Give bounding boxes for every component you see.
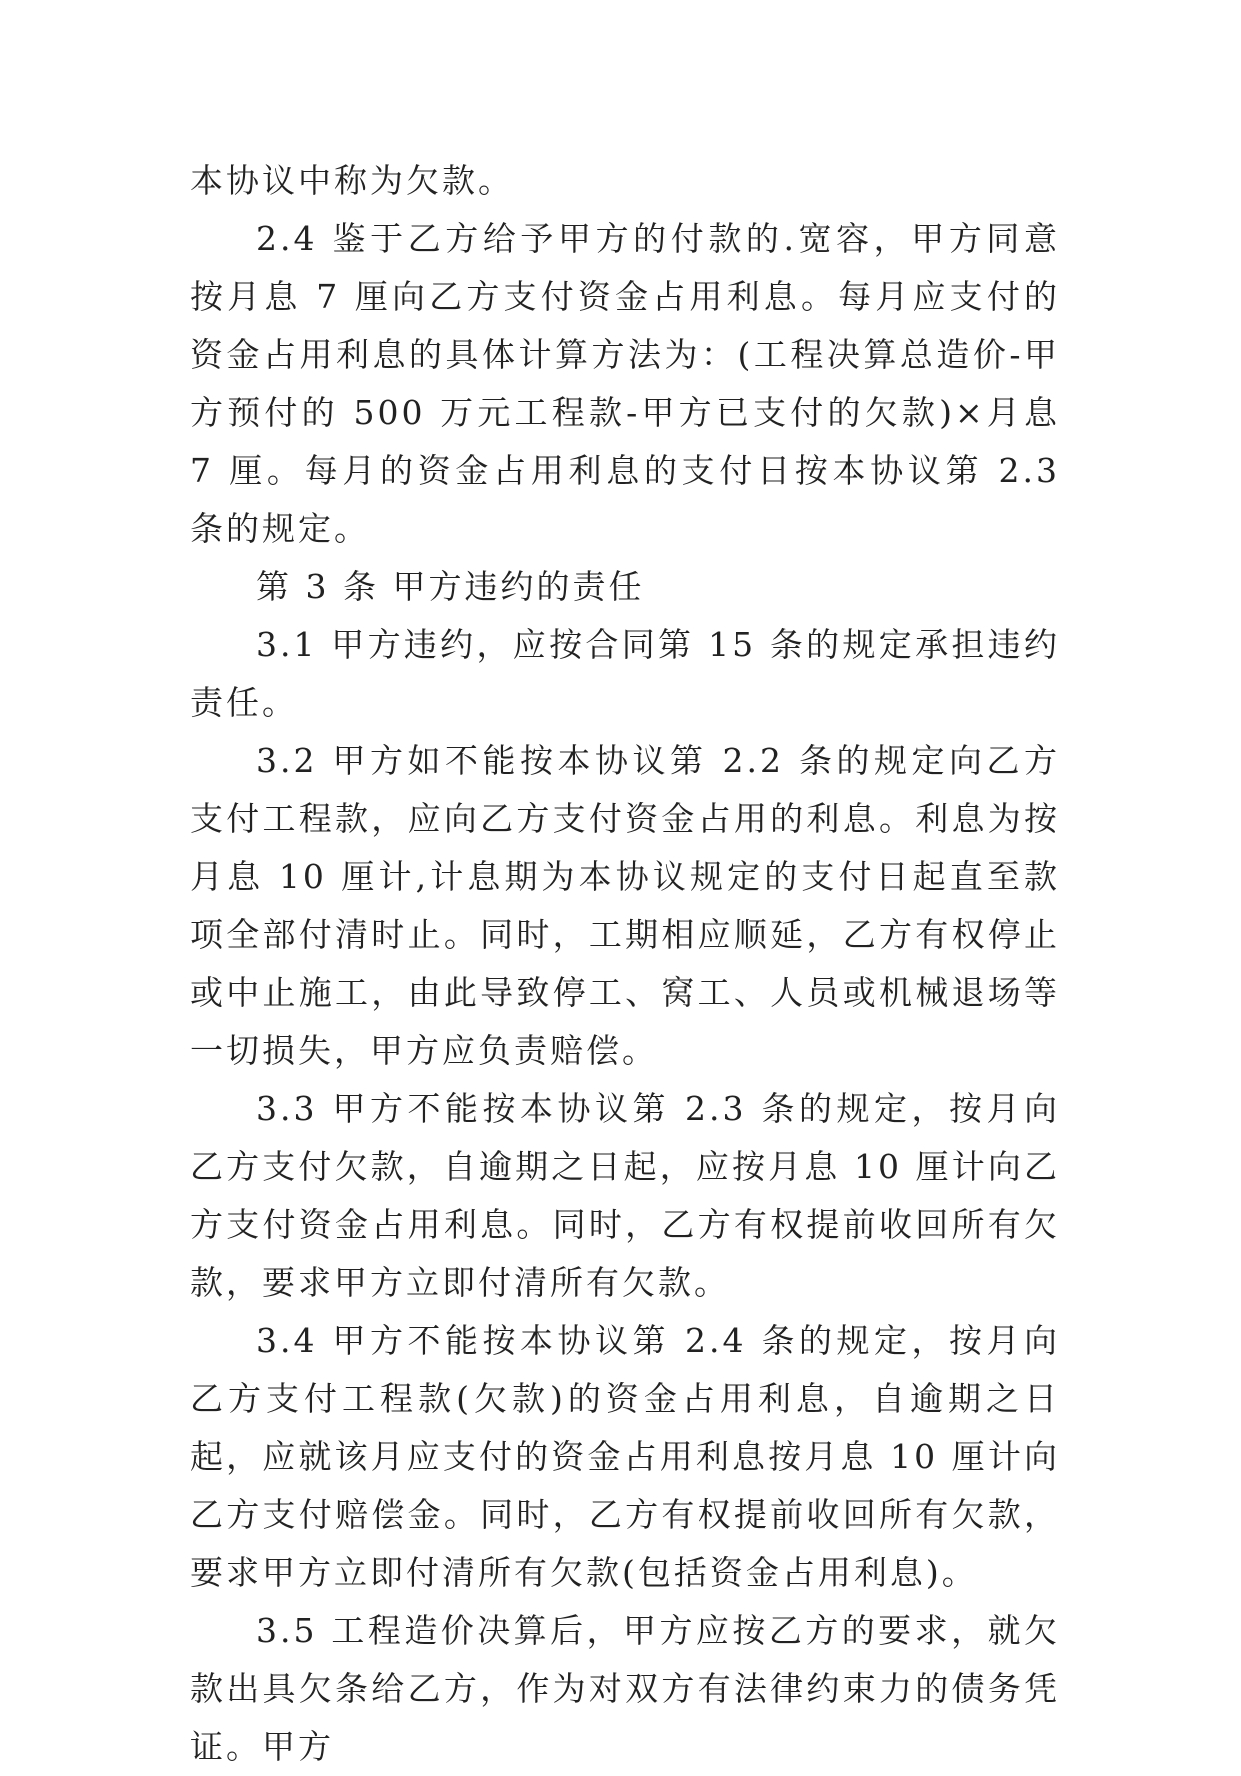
paragraph-clause-3-1: 3.1 甲方违约，应按合同第 15 条的规定承担违约责任。 xyxy=(190,625,1060,722)
paragraph-clause-3-3: 3.3 甲方不能按本协议第 2.3 条的规定，按月向乙方支付欠款，自逾期之日起，应按月息 10 厘计向乙方支付资金占用利息。同时，乙方有权提前收回所有欠款，要求甲方立即付清所有欠款。 xyxy=(190,1089,1060,1302)
paragraph-clause-3-5: 3.5 工程造价决算后，甲方应按乙方的要求，就欠款出具欠条给乙方，作为对双方有法律约束力的债务凭证。甲方 xyxy=(190,1611,1060,1766)
section-heading-article-3: 第 3 条 甲方违约的责任 xyxy=(256,567,645,606)
paragraph-clause-2-4: 2.4 鉴于乙方给予甲方的付款的.宽容，甲方同意按月息 7 厘向乙方支付资金占用利息。每月应支付的资金占用利息的具体计算方法为：(工程决算总造价-甲方预付的 500 万元工程款-甲方已支付的欠款)×月息 7 厘。每月的资金占用利息的支付日按本协议第 2.3 条的规定。 xyxy=(190,219,1060,548)
paragraph-clause-3-4: 3.4 甲方不能按本协议第 2.4 条的规定，按月向乙方支付工程款(欠款)的资金占用利息，自逾期之日起，应就该月应支付的资金占用利息按月息 10 厘计向乙方支付赔偿金。同时，乙方有权提前收回所有欠款，要求甲方立即付清所有欠款(包括资金占用利息)。 xyxy=(190,1321,1060,1592)
document-body xyxy=(190,152,1060,1776)
paragraph-clause-3-2: 3.2 甲方如不能按本协议第 2.2 条的规定向乙方支付工程款，应向乙方支付资金占用的利息。利息为按月息 10 厘计,计息期为本协议规定的支付日起直至款项全部付清时止。同时，工期相应顺延，乙方有权停止或中止施工，由此导致停工、窝工、人员或机械退场等一切损失，甲方应负责赔偿。 xyxy=(190,741,1060,1070)
paragraph-continuation: 本协议中称为欠款。 xyxy=(190,161,514,200)
